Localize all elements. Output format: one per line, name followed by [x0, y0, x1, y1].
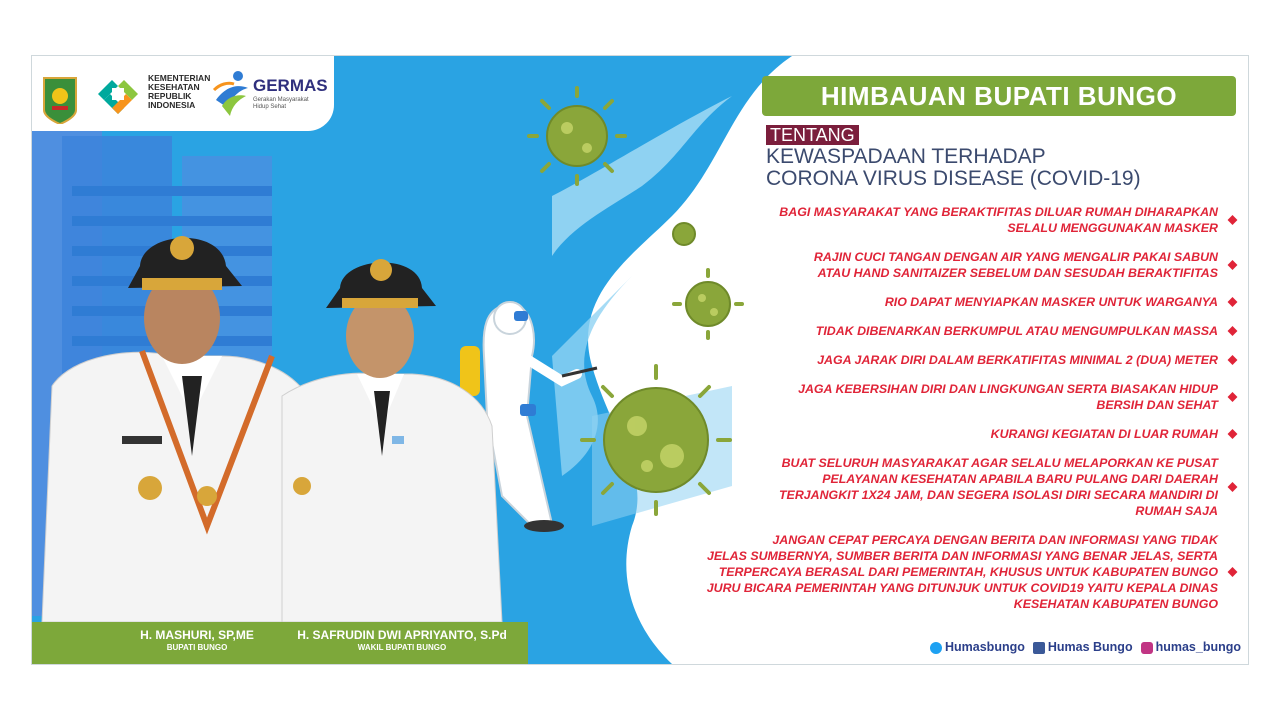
advisory-line: JELAS SUMBERNYA, SUMBER BERITA DAN INFORMASI YANG BENAR JELAS, SERTA — [706, 549, 1218, 563]
advisory-line: JURU BICARA PEMERINTAH YANG DITUNJUK UNTUK COVID19 YAITU KEPALA DINAS — [706, 581, 1218, 595]
diamond-bullet-icon — [1228, 482, 1238, 492]
tentang-label: TENTANG — [766, 125, 859, 145]
twitter-handle: Humasbungo — [945, 640, 1025, 654]
advisory-line: JAGA JARAK DIRI DALAM BERKATIFITAS MINIMAL 2 (DUA) METER — [817, 353, 1218, 367]
kemenkes-line: REPUBLIK — [148, 91, 192, 101]
advisory-line: TERPERCAYA BERASAL DARI PEMERINTAH, KHUSUS UNTUK KABUPATEN BUNGO — [718, 565, 1218, 579]
bupati-figure — [42, 236, 322, 622]
twitter-icon — [930, 642, 942, 654]
wakil-bupati-figure — [282, 259, 502, 622]
instagram-handle: humas_bungo — [1155, 640, 1242, 654]
subtitle — [766, 146, 1141, 190]
logo-panel — [32, 56, 334, 131]
advisory-item — [662, 381, 1236, 413]
advisory-line: TERJANGKIT 1X24 JAM, DAN SEGERA ISOLASI DIRI SECARA MANDIRI DI — [778, 488, 1218, 502]
official-2-role: WAKIL BUPATI BUNGO — [357, 643, 447, 652]
advisory-line: JANGAN CEPAT PERCAYA DENGAN BERITA DAN INFORMASI YANG TIDAK — [772, 533, 1218, 547]
kemenkes-label — [148, 74, 210, 110]
diamond-bullet-icon — [1228, 429, 1238, 439]
social-links — [930, 634, 1241, 660]
twitter-link[interactable] — [930, 640, 1025, 654]
officials-portrait — [32, 56, 592, 664]
diamond-bullet-icon — [1228, 260, 1238, 270]
kemenkes-line: KEMENTERIAN — [148, 73, 211, 83]
advisory-line: SELALU MENGGUNAKAN MASKER — [1007, 221, 1218, 235]
advisory-line: JAGA KEBERSIHAN DIRI DAN LINGKUNGAN SERTA BIASAKAN HIDUP — [798, 382, 1218, 396]
poster — [32, 56, 1248, 664]
instagram-icon — [1141, 642, 1153, 654]
advisory-line: BAGI MASYARAKAT YANG BERAKTIFITAS DILUAR RUMAH DIHARAPKAN — [779, 205, 1218, 219]
diamond-bullet-icon — [1228, 215, 1238, 225]
facebook-link[interactable] — [1033, 640, 1133, 654]
subtitle-line-2: CORONA VIRUS DISEASE (COVID-19) — [766, 167, 1141, 190]
advisory-line: PELAYANAN KESEHATAN APABILA BARU PULANG DARI DAERAH — [822, 472, 1218, 486]
advisory-item — [662, 532, 1236, 612]
diamond-bullet-icon — [1228, 567, 1238, 577]
official-2-caption — [282, 628, 522, 654]
advisory-item — [662, 352, 1236, 368]
advisory-item — [662, 455, 1236, 519]
official-1-name: H. MASHURI, SP,ME — [140, 628, 254, 642]
diamond-bullet-icon — [1228, 355, 1238, 365]
advisory-item — [662, 426, 1236, 442]
bungo-crest-logo — [42, 66, 78, 124]
advisory-line: RUMAH SAJA — [1135, 504, 1218, 518]
advisory-line: RIO DAPAT MENYIAPKAN MASKER UNTUK WARGANYA — [884, 295, 1218, 309]
advisory-list — [662, 204, 1236, 612]
diamond-bullet-icon — [1228, 392, 1238, 402]
subtitle-line-1: KEWASPADAAN TERHADAP — [766, 145, 1046, 168]
diamond-bullet-icon — [1228, 297, 1238, 307]
advisory-line: RAJIN CUCI TANGAN DENGAN AIR YANG MENGALIR PAKAI SABUN — [813, 250, 1218, 264]
advisory-line: BERSIH DAN SEHAT — [1096, 398, 1218, 412]
advisory-item — [662, 294, 1236, 310]
advisory-item — [662, 323, 1236, 339]
kemenkes-line: KESEHATAN — [148, 82, 200, 92]
official-1-role: BUPATI BUNGO — [166, 643, 228, 652]
germas-logo — [212, 66, 252, 118]
advisory-line: TIDAK DIBENARKAN BERKUMPUL ATAU MENGUMPULKAN MASSA — [815, 324, 1218, 338]
advisory-line: KURANGI KEGIATAN DI LUAR RUMAH — [990, 427, 1218, 441]
advisory-item — [662, 249, 1236, 281]
official-1-caption — [92, 628, 302, 654]
kemenkes-line: INDONESIA — [148, 100, 196, 110]
germas-title: GERMAS — [253, 76, 328, 95]
poster-title: HIMBAUAN BUPATI BUNGO — [762, 76, 1236, 116]
facebook-handle: Humas Bungo — [1047, 640, 1133, 654]
advisory-item — [662, 204, 1236, 236]
kemenkes-logo — [92, 70, 144, 118]
germas-subtitle: Gerakan Masyarakat Hidup Sehat — [253, 97, 309, 110]
official-2-name: H. SAFRUDIN DWI APRIYANTO, S.Pd — [297, 628, 507, 642]
instagram-link[interactable] — [1141, 640, 1241, 654]
advisory-line: KESEHATAN KABUPATEN BUNGO — [1013, 597, 1218, 611]
advisory-line: ATAU HAND SANITAIZER SEBELUM DAN SESUDAH BERAKTIFITAS — [817, 266, 1218, 280]
advisory-line: BUAT SELURUH MASYARAKAT AGAR SELALU MELAPORKAN KE PUSAT — [781, 456, 1218, 470]
facebook-icon — [1033, 642, 1045, 654]
diamond-bullet-icon — [1228, 326, 1238, 336]
officials-name-bar — [32, 622, 528, 664]
